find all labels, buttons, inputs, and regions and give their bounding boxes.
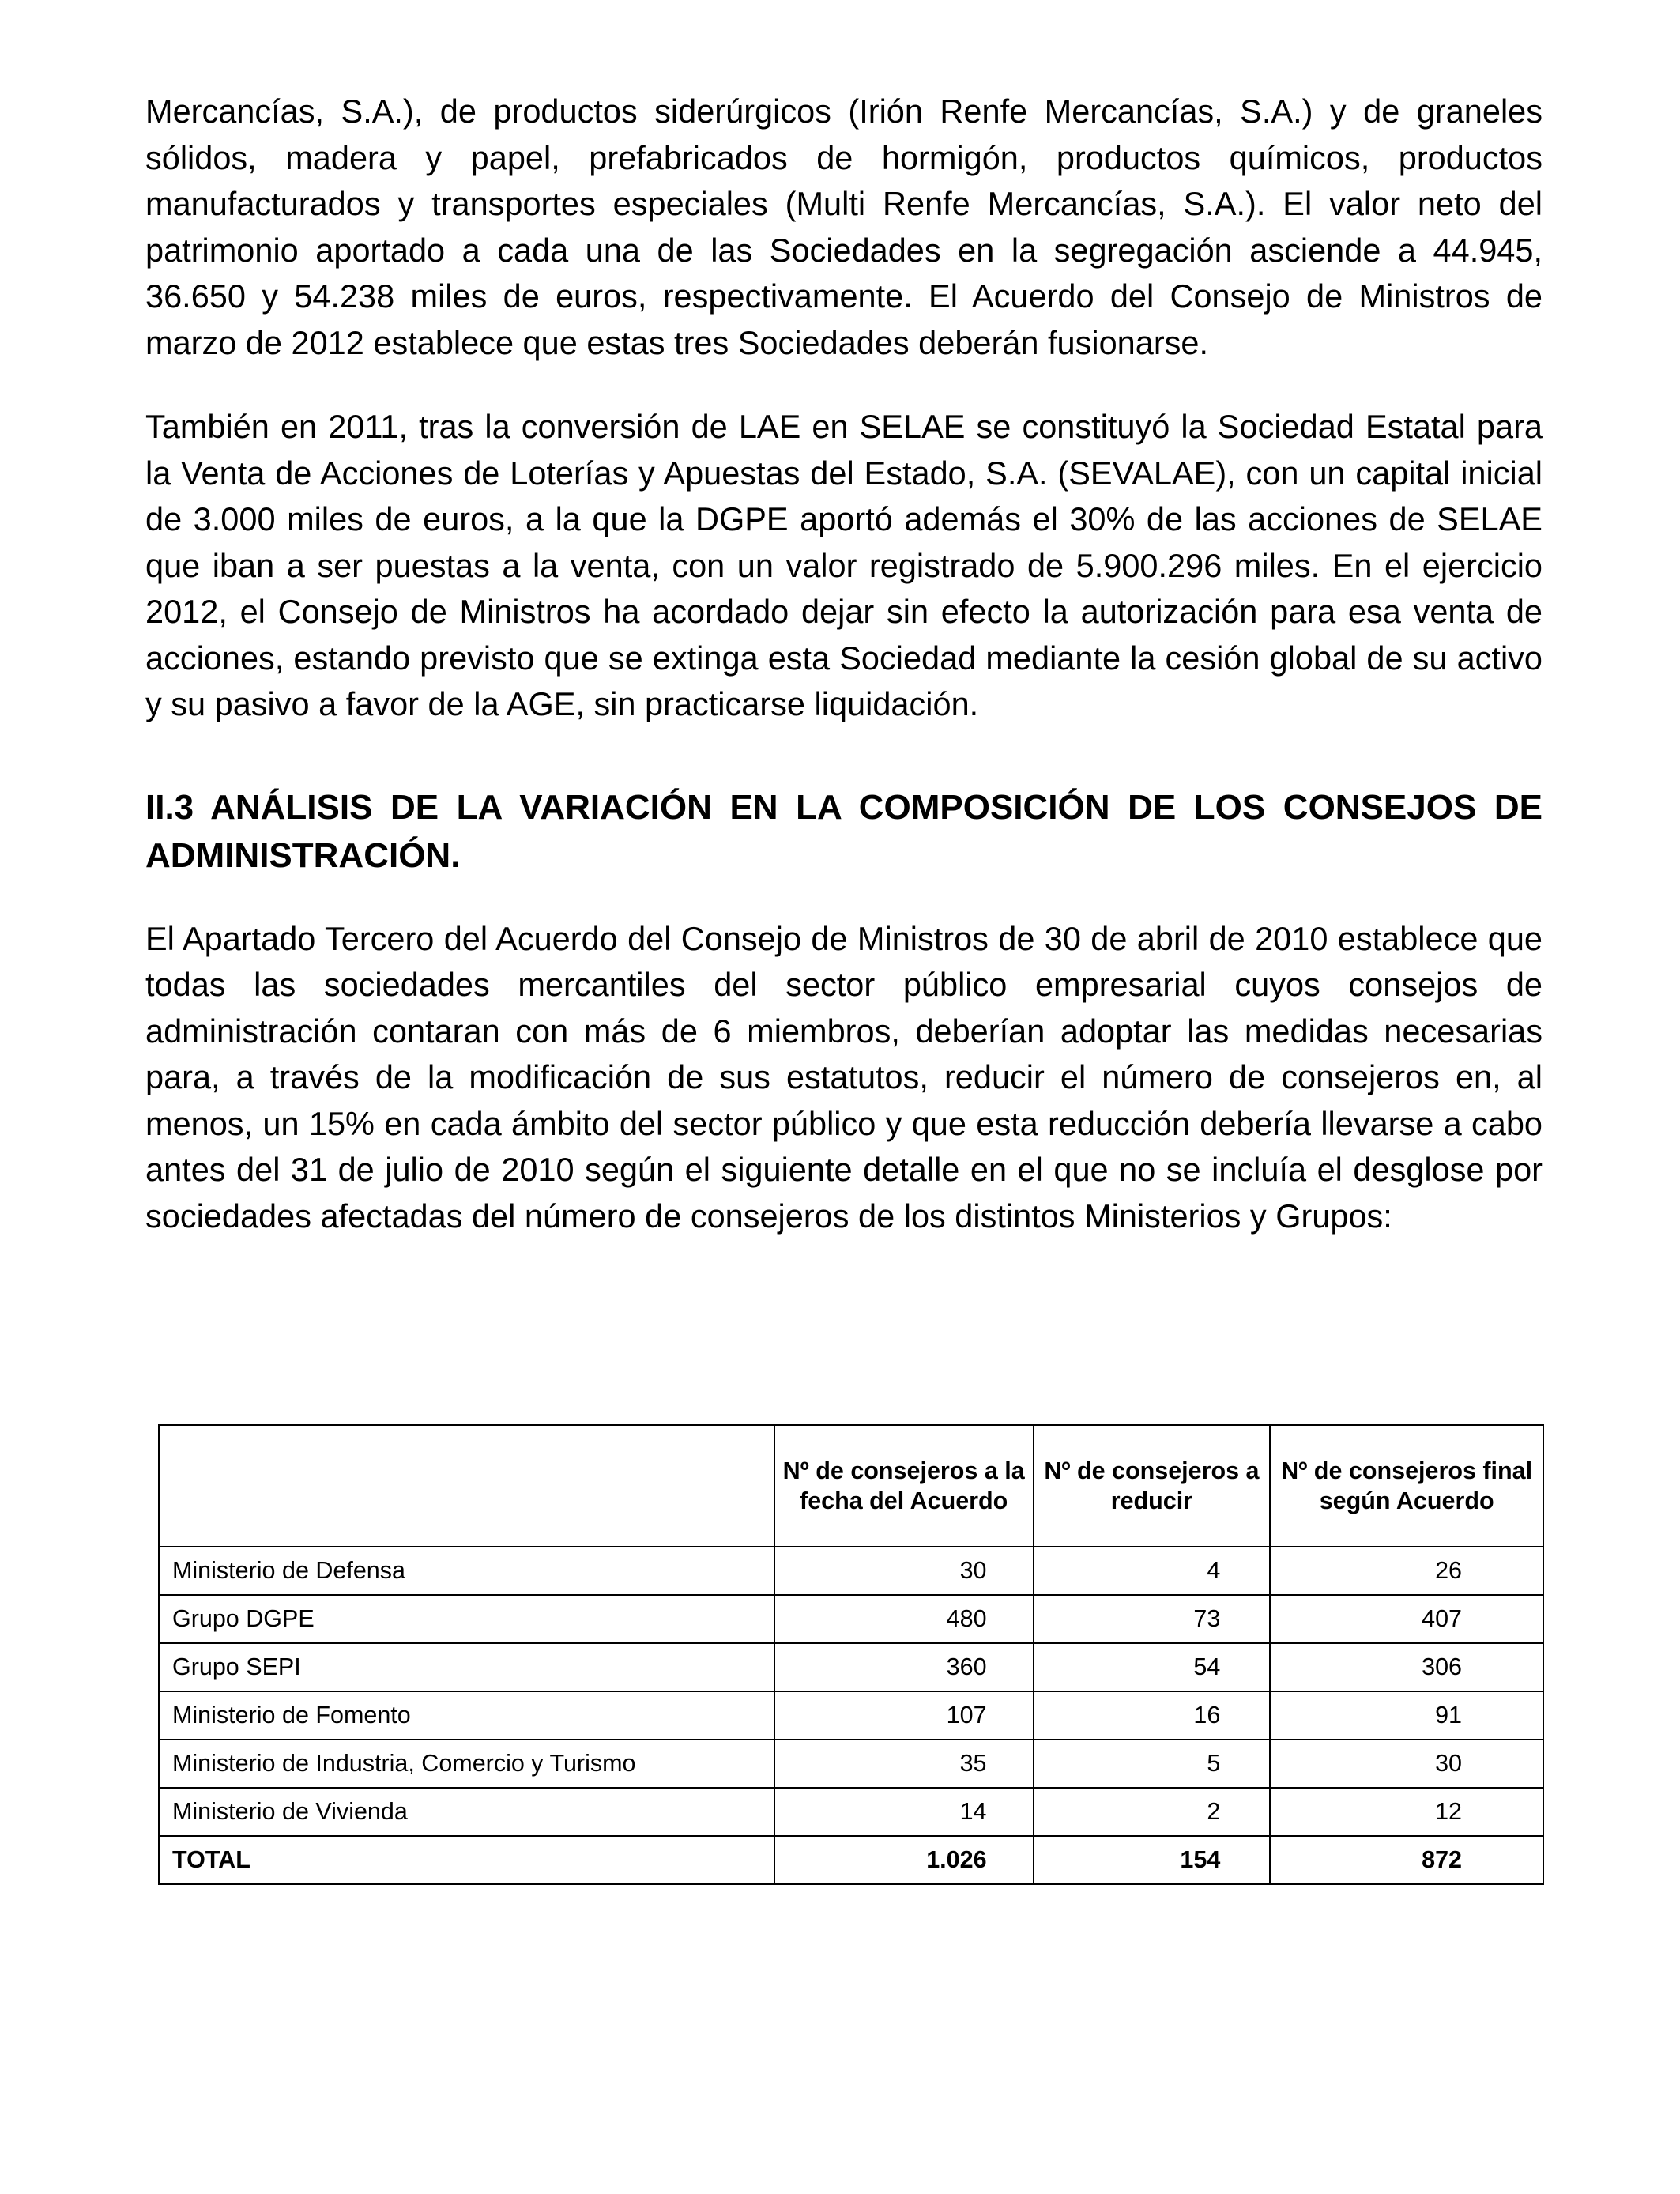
total-label: TOTAL <box>159 1836 774 1884</box>
header-empty <box>159 1425 774 1547</box>
paragraph-2: También en 2011, tras la conversión de LAE en SELAE se constituyó la Sociedad Estatal para la Venta de Acciones de Loterías y Apuestas del Estado, S.A. (SEVALAE), con un capital inicial de 3.000 miles de euros, a la que la DGPE aportó además el 30% de las acciones de SELAE que iban a ser puestas a la venta, con un valor registrado de 5.900.296 miles. En el ejercicio 2012, el Consejo de Ministros ha acordado dejar sin efecto la autorización para esa venta de acciones, estando previsto que se extinga esta Sociedad mediante la cesión global de su activo y su pasivo a favor de la AGE, sin practicarse liquidación. <box>145 408 1543 722</box>
table-row <box>159 1691 1543 1740</box>
row-label: Ministerio de Fomento <box>159 1691 774 1740</box>
row-label: Grupo SEPI <box>159 1643 774 1691</box>
consejeros-table <box>158 1424 1544 1885</box>
total-final: 872 <box>1270 1836 1543 1884</box>
table-row <box>159 1740 1543 1788</box>
cell-reducir: 2 <box>1034 1788 1271 1836</box>
paragraph-3: El Apartado Tercero del Acuerdo del Consejo de Ministros de 30 de abril de 2010 establece que todas las sociedades mercantiles del sector público empresarial cuyos consejos de administración contaran con más de 6 miembros, deberían adoptar las medidas necesarias para, a través de la modificación de sus estatutos, reducir el número de consejeros en, al menos, un 15% en cada ámbito del sector público y que esta reducción debería llevarse a cabo antes del 31 de julio de 2010 según el siguiente detalle en el que no se incluía el desglose por sociedades afectadas del número de consejeros de los distintos Ministerios y Grupos: <box>145 919 1543 1235</box>
cell-fecha: 14 <box>774 1788 1034 1836</box>
cell-reducir: 54 <box>1034 1643 1271 1691</box>
row-label: Ministerio de Vivienda <box>159 1788 774 1836</box>
table-header-row <box>159 1425 1543 1547</box>
table-row <box>159 1595 1543 1643</box>
cell-fecha: 30 <box>774 1547 1034 1595</box>
cell-final: 306 <box>1270 1643 1543 1691</box>
cell-reducir: 16 <box>1034 1691 1271 1740</box>
cell-reducir: 5 <box>1034 1740 1271 1788</box>
header-consejeros-reducir: Nº de consejeros a reducir <box>1034 1425 1271 1547</box>
cell-final: 91 <box>1270 1691 1543 1740</box>
cell-fecha: 35 <box>774 1740 1034 1788</box>
cell-reducir: 4 <box>1034 1547 1271 1595</box>
document-page <box>145 89 1543 1873</box>
paragraph-1: Mercancías, S.A.), de productos siderúrgicos (Irión Renfe Mercancías, S.A.) y de graneles sólidos, madera y papel, prefabricados de hormigón, productos químicos, productos manufacturados y transportes especiales (Multi Renfe Mercancías, S.A.). El valor neto del patrimonio aportado a cada una de las Sociedades en la segregación asciende a 44.945, 36.650 y 54.238 miles de euros, respectivamente. El Acuerdo del Consejo de Ministros de marzo de 2012 establece que estas tres Sociedades deberán fusionarse. <box>145 92 1543 361</box>
cell-final: 26 <box>1270 1547 1543 1595</box>
cell-fecha: 480 <box>774 1595 1034 1643</box>
row-label: Ministerio de Industria, Comercio y Turismo <box>159 1740 774 1788</box>
cell-fecha: 360 <box>774 1643 1034 1691</box>
cell-final: 12 <box>1270 1788 1543 1836</box>
row-label: Ministerio de Defensa <box>159 1547 774 1595</box>
table-row <box>159 1643 1543 1691</box>
cell-reducir: 73 <box>1034 1595 1271 1643</box>
cell-final: 30 <box>1270 1740 1543 1788</box>
cell-fecha: 107 <box>774 1691 1034 1740</box>
table-row <box>159 1788 1543 1836</box>
table-total-row <box>159 1836 1543 1884</box>
cell-final: 407 <box>1270 1595 1543 1643</box>
header-consejeros-final: Nº de consejeros final según Acuerdo <box>1270 1425 1543 1547</box>
row-label: Grupo DGPE <box>159 1595 774 1643</box>
total-fecha: 1.026 <box>774 1836 1034 1884</box>
section-heading: II.3 ANÁLISIS DE LA VARIACIÓN EN LA COMPOSICIÓN DE LOS CONSEJOS DE ADMINISTRACIÓN. <box>145 787 1543 875</box>
table-row <box>159 1547 1543 1595</box>
header-consejeros-fecha: Nº de consejeros a la fecha del Acuerdo <box>774 1425 1034 1547</box>
total-reducir: 154 <box>1034 1836 1271 1884</box>
